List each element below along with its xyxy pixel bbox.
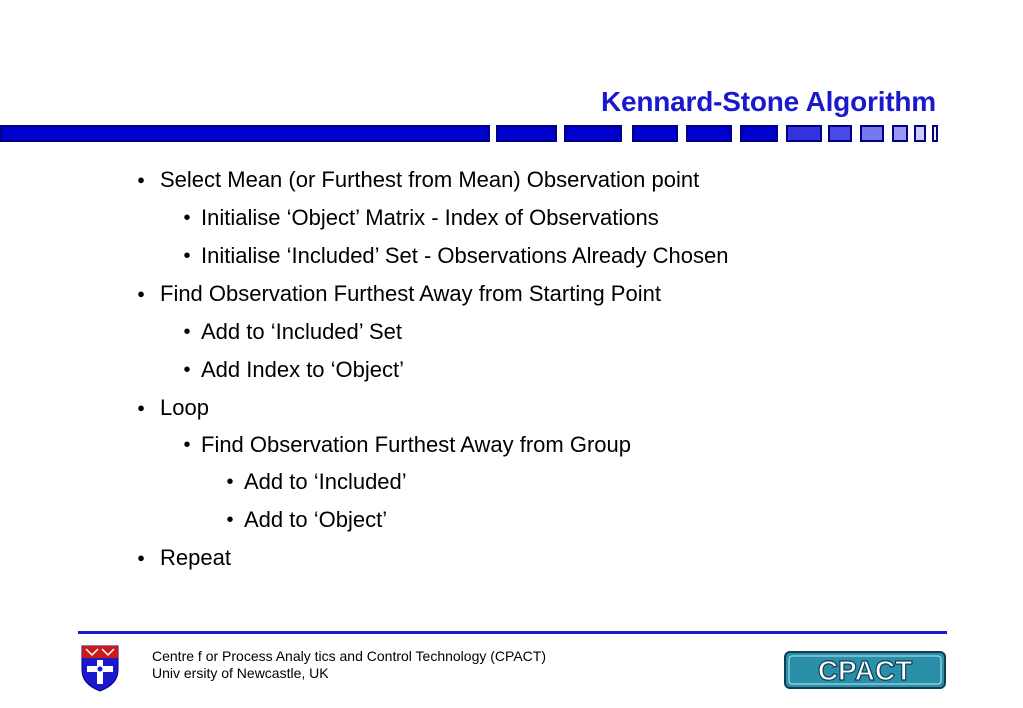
bullet-icon: ● [137,172,145,187]
footer-line-university: Univ ersity of Newcastle, UK [152,665,329,681]
list-item-text: Find Observation Furthest Away from Group [201,432,631,457]
bullet-icon: ● [137,400,145,415]
bullet-icon: • [183,321,191,343]
list-item [183,241,729,271]
bullet-icon: ● [137,286,145,301]
list-item [183,430,631,460]
title-bar-segment [496,125,557,142]
bullet-icon: • [183,245,191,267]
list-item-text: Repeat [160,545,231,570]
title-bar-segment [892,125,908,142]
cpact-logo [784,651,946,689]
footer-divider [78,631,947,634]
list-item [137,543,231,573]
bullet-icon: • [183,359,191,381]
list-item-text: Select Mean (or Furthest from Mean) Observation point [160,167,700,192]
list-item [137,279,661,309]
list-item-text: Add to ‘Object’ [244,507,388,532]
footer-text [152,648,546,682]
list-item [183,203,659,233]
footer-line-organisation: Centre f or Process Analy tics and Control Technology (CPACT) [152,648,546,664]
list-item-text: Initialise ‘Object’ Matrix - Index of Observations [201,205,659,230]
title-bar-segment [828,125,852,142]
svg-text:CPACT: CPACT [817,655,913,686]
title-bar-segment [686,125,732,142]
list-item-text: Add to ‘Included’ [244,469,407,494]
list-item [226,505,388,535]
title-bar-segment [632,125,678,142]
list-item [183,317,402,347]
title-bar-segment [860,125,884,142]
bullet-icon: • [183,207,191,229]
bullet-icon: • [183,434,191,456]
title-bar-segment [0,125,490,142]
list-item-text: Add to ‘Included’ Set [201,319,402,344]
bullet-icon: • [226,471,234,493]
slide-title: Kennard-Stone Algorithm [600,86,936,117]
bullet-icon: ● [137,550,145,565]
university-crest-icon [80,644,120,692]
list-item [137,393,209,423]
list-item-text: Add Index to ‘Object’ [201,357,405,382]
title-bar-segment [564,125,622,142]
title-bar-segment [740,125,778,142]
list-item-text: Find Observation Furthest Away from Starting Point [160,281,661,306]
title-bar-segment [786,125,822,142]
bullet-icon: • [226,509,234,531]
title-decoration-bar [0,125,940,142]
title-bar-segment [914,125,926,142]
list-item-text: Initialise ‘Included’ Set - Observations Already Chosen [201,243,729,268]
list-item [183,355,405,385]
list-item [137,165,700,195]
list-item-text: Loop [160,395,209,420]
title-bar-segment [932,125,938,142]
list-item [226,467,407,497]
